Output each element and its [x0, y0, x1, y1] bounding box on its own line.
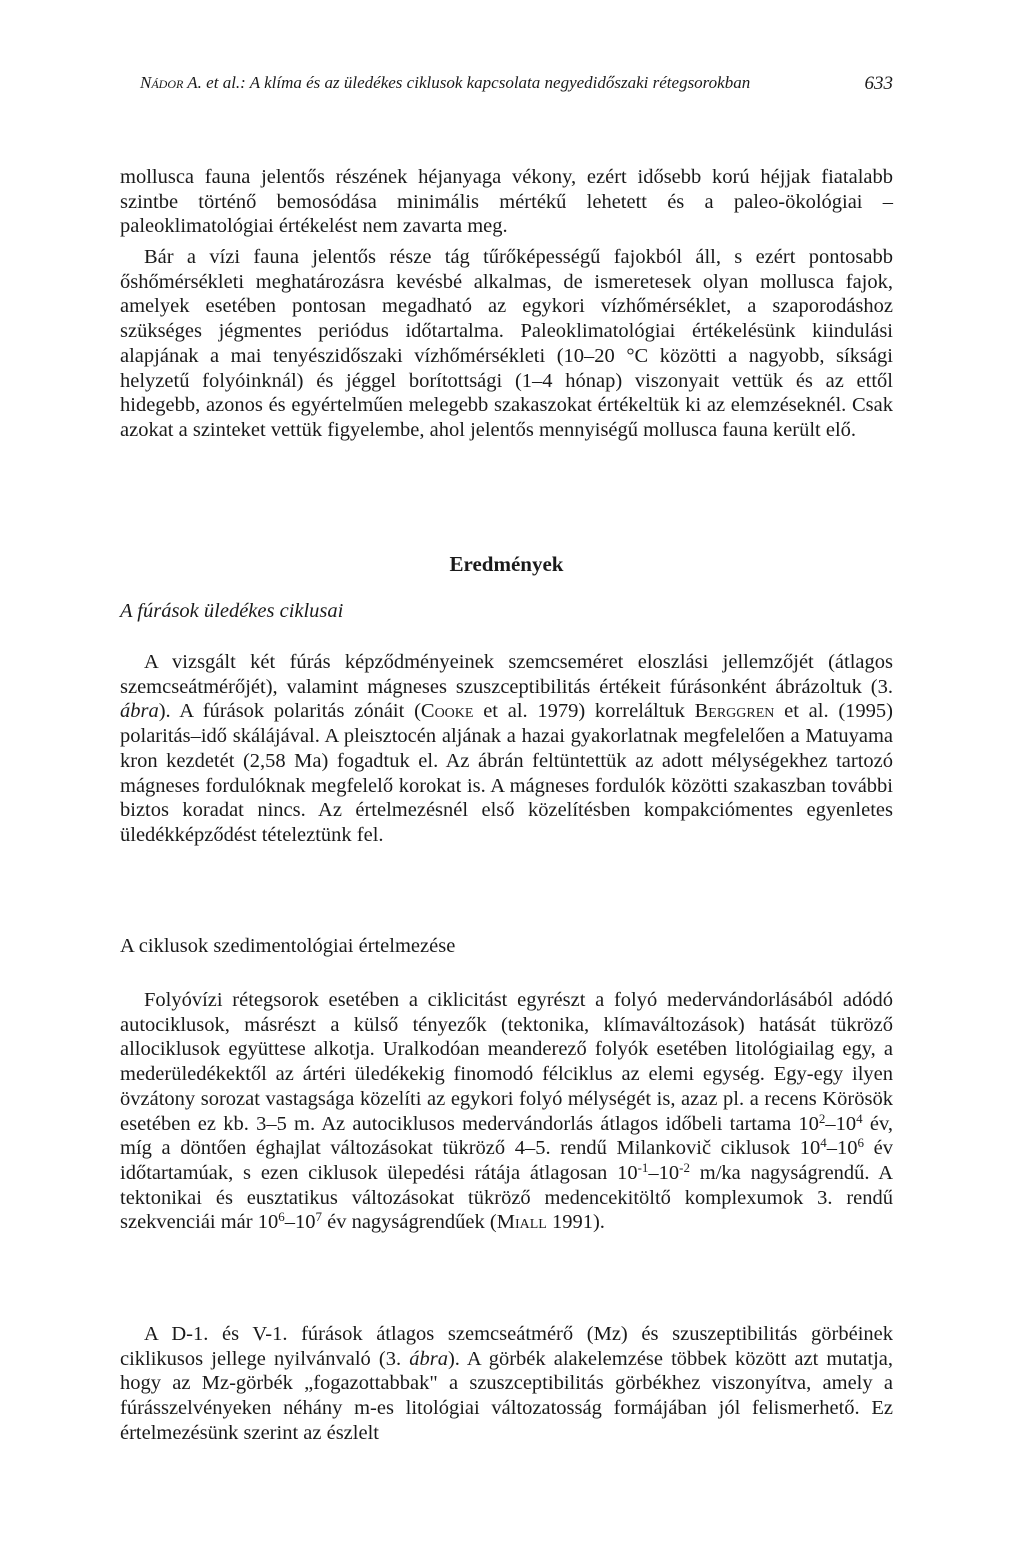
page-number: 633	[864, 73, 893, 94]
section-heading-results: Eredmények	[449, 552, 564, 576]
running-head-etal: et al.:	[201, 73, 250, 92]
intro-paragraph-1: mollusca fauna jelentős részének héjanyaga vékony, ezért idősebb korú héjjak fiatalabb szintbe történő bemosódása minimális mértékű lehetett és a paleo-ökológiai – paleoklimatológiai értékelést nem zavarta meg.	[120, 166, 893, 238]
subheading-sedimentology: A ciklusok szedimentológiai értelmezése	[120, 935, 456, 957]
subheading-drilling-cycles: A fúrások üledékes ciklusai	[120, 600, 344, 622]
running-head-author: Nádor A.	[140, 73, 202, 92]
results-paragraph-3: A D-1. és V-1. fúrások átlagos szemcseátmérő (Mz) és szuszeptibilitás görbéinek ciklikusos jellege nyilvánvaló (3. ábra). A görbék alakelemzése többek között azt mutatja, hogy az Mz-görbék „fogazottabbak" a szuszceptibilitás görbékhez viszonyítva, amely a fúrásszelvényeken néhány m-es litológiai változatosság formájában jól felismerhető. Ez értelmezésünk szerint az észlelt	[120, 1323, 893, 1444]
running-head-title: A klíma és az üledékes ciklusok kapcsolata negyedidőszaki rétegsorokban	[249, 73, 751, 92]
running-head	[140, 73, 893, 93]
results-paragraph-2: Folyóvízi rétegsorok esetében a ciklicitást egyrészt a folyó medervándorlásából adódó autociklusok, másrészt a külső tényezők (tektonika, klímaváltozások) hatását tükröző allociklusok együttese alkotja. Uralkodóan meanderező folyók esetében litológiailag egy, a mederüledékektől az ártéri üledékekig finomodó félciklus az elemi egység. Egy-egy ilyen övzátony sorozat vastagsága közelíti az egykori folyó mélységét is, azaz pl. a recens Körösök esetében ez kb. 3–5 m. Az autociklusos medervándorlás átlagos időbeli tartama $10^2-10^4$ év, míg a döntően éghajlat változásokat tükröző 4–5. rendű Milankovič ciklusok $10^4-10^6$ év időtartamúak, s ezen ciklusok ülepedési rátája átlagosan $10^{-1}-10^{-2}$ m/ka nagyságrendű. A tektonikai és eusztatikus változásokat tükröző medencekitöltő komplexumok 3. rendű szekvenciái már $10^6-10^7$ év nagyságrendűek (Miall 1991).	[120, 989, 893, 1234]
intro-paragraph-2: Bár a vízi fauna jelentős része tág tűrőképességű fajokból áll, s ezért pontosabb őshőmérsékleti meghatározásra kevésbé alkalmas, de ismeretesek olyan mollusca fajok, amelyek esetében pontosan megadható az egykori vízhőmérséklet, a szaporodáshoz szükséges jégmentes periódus időtartalma. Paleoklimatológiai értékelésünk kiindulási alapjának a mai tenyészidőszaki vízhőmérsékleti (10–20 °C közötti a nagyobb, síksági helyzetű folyóinknál) és jéggel borítottsági (1–4 hónap) viszonyait vettük és az ettől hidegebb, azonos és egyértelműen melegebb szakaszokat értékeltük ki az elemzéseknél. Csak azokat a szinteket vettük figyelembe, ahol jelentős mennyiségű mollusca fauna került elő.	[120, 246, 893, 441]
results-paragraph-1: A vizsgált két fúrás képződményeinek szemcseméret eloszlási jellemzőjét (átlagos szemcseátmérőjét), valamint mágneses szuszceptibilitás értékeit fúrásonként ábrázoltuk (3. ábra). A fúrások polaritás zónáit (Cooke et al. 1979) korreláltuk Berggren et al. (1995) polaritás–idő skálájával. A pleisztocén aljának a hazai gyakorlatnak megfelelően a Matuyama kron kezdetét (2,58 Ma) fogadtuk el. Az ábrán feltüntettük az adott mélységekhez tartozó mágneses fordulóknak megfelelő korokat is. A mágneses fordulók közötti szakaszban további biztos koradat nincs. Az értelmezésnél első közelítésben kompakciómentes egyenletes üledékképződést tételeztünk fel.	[120, 651, 893, 846]
